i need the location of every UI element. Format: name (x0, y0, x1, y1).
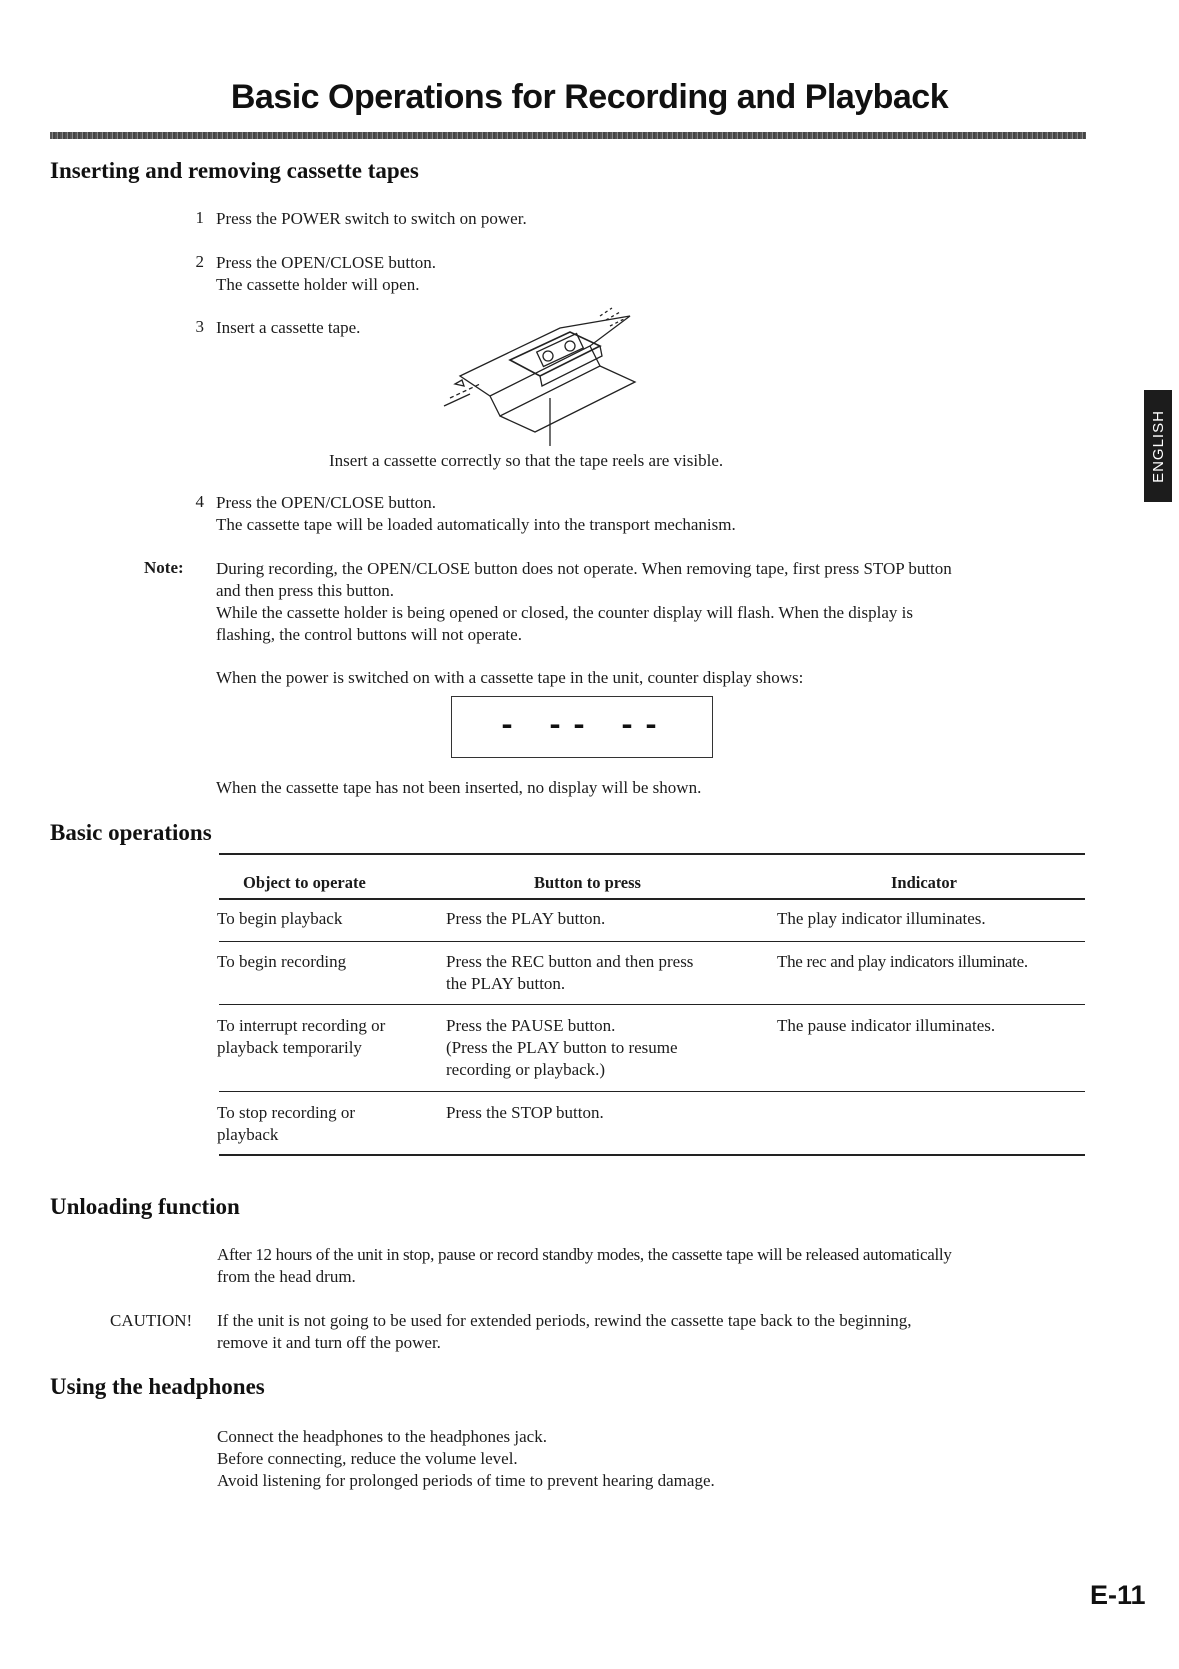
step-1-line: Press the POWER switch to switch on power. (216, 209, 527, 228)
table-header-rule (219, 898, 1085, 900)
step-2-line: The cassette holder will open. (216, 275, 420, 294)
table-cell-button: Press the PLAY button. (446, 909, 606, 928)
column-header-button: Button to press (534, 873, 641, 892)
title-rule (50, 132, 1086, 139)
table-cell-button: the PLAY button. (446, 974, 566, 993)
table-row-rule (219, 1004, 1085, 1005)
table-cell-button: recording or playback.) (446, 1060, 606, 1079)
basic-operations-heading: Basic operations (50, 820, 212, 845)
table-cell-object: To interrupt recording or (217, 1016, 386, 1035)
step-2-line: Press the OPEN/CLOSE button. (216, 253, 437, 272)
column-header-indicator: Indicator (891, 873, 957, 892)
side-tab-label: ENGLISH (1149, 409, 1167, 483)
counter-display (451, 696, 713, 758)
counter-display-value: - -- -- (497, 710, 667, 744)
note-line: While the cassette holder is being opened or closed, the counter display will flash. When the display is (216, 603, 913, 622)
step-number: 3 (195, 317, 204, 336)
step-4-line: The cassette tape will be loaded automatically into the transport mechanism. (216, 515, 736, 534)
step-number: 1 (195, 208, 204, 227)
table-cell-object: playback temporarily (217, 1038, 362, 1057)
table-cell-indicator: The play indicator illuminates. (777, 909, 986, 928)
headphones-line: Before connecting, reduce the volume level. (217, 1449, 518, 1468)
illustration-caption: Insert a cassette correctly so that the tape reels are visible. (329, 451, 724, 470)
headphones-line: Avoid listening for prolonged periods of time to prevent hearing damage. (217, 1471, 715, 1490)
step-4-line: Press the OPEN/CLOSE button. (216, 493, 437, 512)
unloading-line: After 12 hours of the unit in stop, pause or record standby modes, the cassette tape will be released automatically (217, 1245, 952, 1264)
table-cell-button: (Press the PLAY button to resume (446, 1038, 678, 1057)
headphones-heading: Using the headphones (50, 1374, 265, 1399)
note-line: flashing, the control buttons will not operate. (216, 625, 522, 644)
table-cell-button: Press the PAUSE button. (446, 1016, 616, 1035)
table-row-rule (219, 1091, 1085, 1092)
caution-line: remove it and turn off the power. (217, 1333, 441, 1352)
counter-intro: When the power is switched on with a cassette tape in the unit, counter display shows: (216, 668, 804, 687)
note-line: During recording, the OPEN/CLOSE button does not operate. When removing tape, first press STOP button (216, 559, 952, 578)
table-cell-object: To stop recording or (217, 1103, 356, 1122)
inserting-heading: Inserting and removing cassette tapes (50, 158, 419, 183)
headphones-line: Connect the headphones to the headphones jack. (217, 1427, 547, 1446)
table-top-rule (219, 853, 1085, 855)
step-number: 2 (195, 252, 204, 271)
table-cell-object: To begin playback (217, 909, 343, 928)
cassette-insertion-illustration (440, 306, 640, 448)
caution-line: If the unit is not going to be used for extended periods, rewind the cassette tape back to the beginning, (217, 1311, 912, 1330)
step-3-line: Insert a cassette tape. (216, 318, 361, 337)
table-cell-indicator: The pause indicator illuminates. (777, 1016, 996, 1035)
table-cell-indicator: The rec and play indicators illuminate. (777, 952, 1028, 971)
page-number: E-11 (1090, 1580, 1146, 1610)
table-cell-object: playback (217, 1125, 279, 1144)
language-side-tab (1144, 390, 1172, 502)
table-cell-button: Press the STOP button. (446, 1103, 604, 1122)
table-row-rule (219, 941, 1085, 942)
table-cell-button: Press the REC button and then press (446, 952, 694, 971)
unloading-heading: Unloading function (50, 1194, 240, 1219)
table-cell-object: To begin recording (217, 952, 347, 971)
column-header-object: Object to operate (243, 873, 366, 892)
unloading-line: from the head drum. (217, 1267, 356, 1286)
page-title: Basic Operations for Recording and Playback (230, 78, 949, 116)
step-number: 4 (195, 492, 204, 511)
note-label: Note: (144, 558, 184, 577)
table-bottom-rule (219, 1154, 1085, 1156)
counter-after: When the cassette tape has not been inserted, no display will be shown. (216, 778, 702, 797)
note-line: and then press this button. (216, 581, 395, 600)
caution-label: CAUTION! (110, 1311, 193, 1330)
